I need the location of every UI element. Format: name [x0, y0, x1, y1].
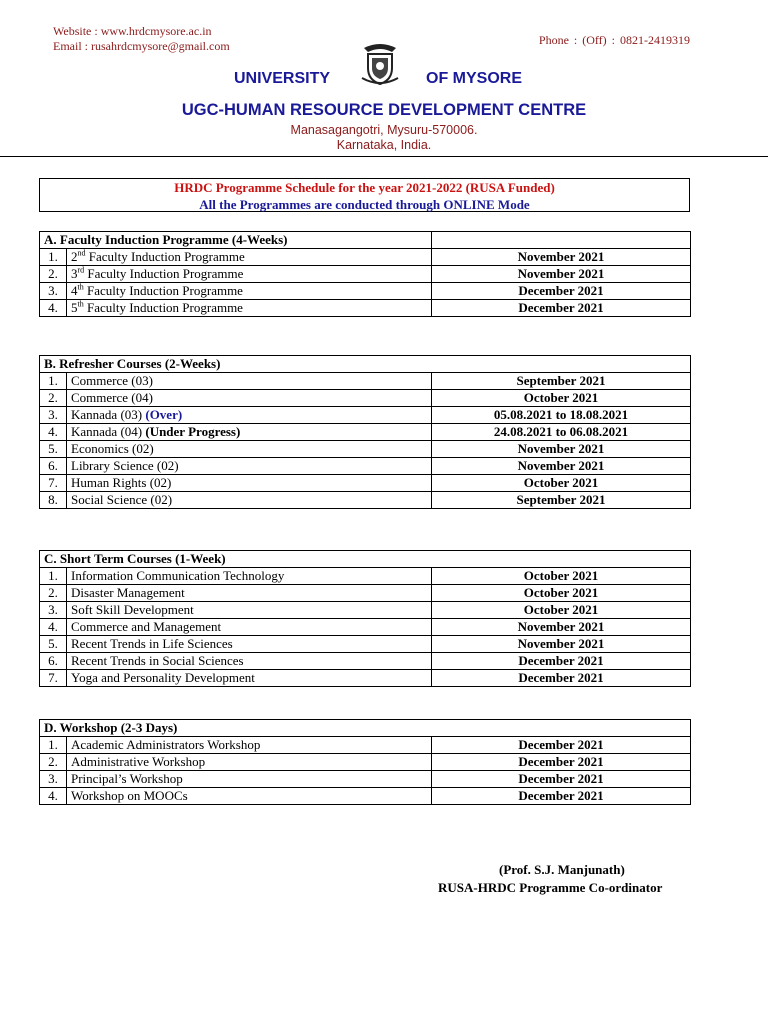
row-number: 4.	[40, 424, 67, 441]
row-number: 2.	[40, 266, 67, 283]
phone-text: Phone : (Off) : 0821-2419319	[538, 33, 690, 47]
table-row	[40, 441, 691, 458]
table-row	[40, 568, 691, 585]
course-date: December 2021	[432, 653, 691, 670]
centre-title: UGC-HUMAN RESOURCE DEVELOPMENT CENTRE	[181, 101, 587, 119]
section-header-blank	[432, 232, 691, 249]
course-name: Recent Trends in Life Sciences	[67, 636, 432, 653]
section-heading: A. Faculty Induction Programme (4-Weeks)	[40, 232, 432, 249]
course-name: Commerce (03)	[67, 373, 432, 390]
address-line-2: Karnataka, India.	[336, 138, 432, 152]
table-row	[40, 373, 691, 390]
section-header-row	[40, 356, 691, 373]
course-name: Kannada (03) (Over)	[67, 407, 432, 424]
programme-name: 5th Faculty Induction Programme	[67, 300, 432, 317]
programme-name: 4th Faculty Induction Programme	[67, 283, 432, 300]
university-title-right: OF MYSORE	[426, 70, 523, 87]
contact-block	[53, 24, 230, 54]
programme-date: December 2021	[432, 283, 691, 300]
row-number: 1.	[40, 737, 67, 754]
schedule-subtitle: All the Programmes are conducted through ONLINE Mode	[199, 197, 530, 212]
programme-date: November 2021	[432, 266, 691, 283]
email-text: Email : rusahrdcmysore@gmail.com	[53, 39, 230, 53]
table-row	[40, 458, 691, 475]
university-emblem-icon	[356, 38, 404, 88]
row-number: 4.	[40, 300, 67, 317]
course-date: October 2021	[432, 585, 691, 602]
course-name: Yoga and Personality Development	[67, 670, 432, 687]
table-row	[40, 619, 691, 636]
row-number: 3.	[40, 407, 67, 424]
row-number: 2.	[40, 390, 67, 407]
row-number: 5.	[40, 441, 67, 458]
row-number: 3.	[40, 771, 67, 788]
row-number: 6.	[40, 653, 67, 670]
course-name: Commerce and Management	[67, 619, 432, 636]
course-date: November 2021	[432, 636, 691, 653]
course-date: December 2021	[432, 670, 691, 687]
workshop-name: Workshop on MOOCs	[67, 788, 432, 805]
table-row	[40, 300, 691, 317]
table-row	[40, 266, 691, 283]
section-header-row	[40, 232, 691, 249]
row-number: 4.	[40, 788, 67, 805]
workshop-date: December 2021	[432, 771, 691, 788]
table-row	[40, 788, 691, 805]
course-date: November 2021	[432, 441, 691, 458]
programme-name: 2nd Faculty Induction Programme	[67, 249, 432, 266]
course-date: September 2021	[432, 373, 691, 390]
course-date: October 2021	[432, 602, 691, 619]
row-number: 7.	[40, 475, 67, 492]
signatory-name: (Prof. S.J. Manjunath)	[499, 862, 625, 877]
course-name: Library Science (02)	[67, 458, 432, 475]
workshop-date: December 2021	[432, 737, 691, 754]
table-row	[40, 407, 691, 424]
schedule-title: HRDC Programme Schedule for the year 2021-2022 (RUSA Funded)	[174, 180, 555, 195]
course-date: September 2021	[432, 492, 691, 509]
row-number: 1.	[40, 249, 67, 266]
section-heading: B. Refresher Courses (2-Weeks)	[40, 356, 691, 373]
section-heading: D. Workshop (2-3 Days)	[40, 720, 691, 737]
section-header-row	[40, 551, 691, 568]
row-number: 5.	[40, 636, 67, 653]
workshop-name: Administrative Workshop	[67, 754, 432, 771]
workshop-name: Academic Administrators Workshop	[67, 737, 432, 754]
course-name: Information Communication Technology	[67, 568, 432, 585]
website-text: Website : www.hrdcmysore.ac.in	[53, 24, 212, 38]
table-row	[40, 771, 691, 788]
status-in-progress: (Under Progress)	[145, 424, 241, 439]
table-row	[40, 390, 691, 407]
table-row	[40, 492, 691, 509]
programme-date: November 2021	[432, 249, 691, 266]
row-number: 3.	[40, 602, 67, 619]
status-over: (Over)	[145, 407, 183, 422]
course-date: 24.08.2021 to 06.08.2021	[432, 424, 691, 441]
row-number: 7.	[40, 670, 67, 687]
table-row	[40, 585, 691, 602]
course-name: Commerce (04)	[67, 390, 432, 407]
table-row	[40, 670, 691, 687]
section-d-table	[39, 719, 691, 805]
row-number: 2.	[40, 585, 67, 602]
course-name: Human Rights (02)	[67, 475, 432, 492]
programme-date: December 2021	[432, 300, 691, 317]
table-row	[40, 475, 691, 492]
workshop-date: December 2021	[432, 788, 691, 805]
section-heading: C. Short Term Courses (1-Week)	[40, 551, 691, 568]
course-name: Soft Skill Development	[67, 602, 432, 619]
table-row	[40, 283, 691, 300]
course-name: Disaster Management	[67, 585, 432, 602]
course-date: October 2021	[432, 568, 691, 585]
row-number: 8.	[40, 492, 67, 509]
course-date: November 2021	[432, 619, 691, 636]
address-line-1: Manasagangotri, Mysuru-570006.	[290, 123, 478, 137]
table-row	[40, 754, 691, 771]
section-header-row	[40, 720, 691, 737]
course-name: Kannada (04) (Under Progress)	[67, 424, 432, 441]
workshop-date: December 2021	[432, 754, 691, 771]
table-row	[40, 636, 691, 653]
table-row	[40, 602, 691, 619]
signatory-role: RUSA-HRDC Programme Co-ordinator	[438, 880, 663, 895]
row-number: 6.	[40, 458, 67, 475]
row-number: 3.	[40, 283, 67, 300]
course-date: October 2021	[432, 390, 691, 407]
course-name: Economics (02)	[67, 441, 432, 458]
course-name: Social Science (02)	[67, 492, 432, 509]
section-b-table	[39, 355, 691, 509]
table-row	[40, 424, 691, 441]
workshop-name: Principal’s Workshop	[67, 771, 432, 788]
table-row	[40, 737, 691, 754]
table-row	[40, 249, 691, 266]
row-number: 1.	[40, 373, 67, 390]
header-divider	[0, 156, 768, 157]
table-row	[40, 653, 691, 670]
course-date: November 2021	[432, 458, 691, 475]
section-a-table	[39, 231, 691, 317]
section-c-table	[39, 550, 691, 687]
course-date: 05.08.2021 to 18.08.2021	[432, 407, 691, 424]
row-number: 1.	[40, 568, 67, 585]
schedule-title-box	[39, 178, 690, 212]
row-number: 2.	[40, 754, 67, 771]
row-number: 4.	[40, 619, 67, 636]
programme-name: 3rd Faculty Induction Programme	[67, 266, 432, 283]
course-date: October 2021	[432, 475, 691, 492]
university-title-left: UNIVERSITY	[234, 70, 331, 87]
course-name: Recent Trends in Social Sciences	[67, 653, 432, 670]
